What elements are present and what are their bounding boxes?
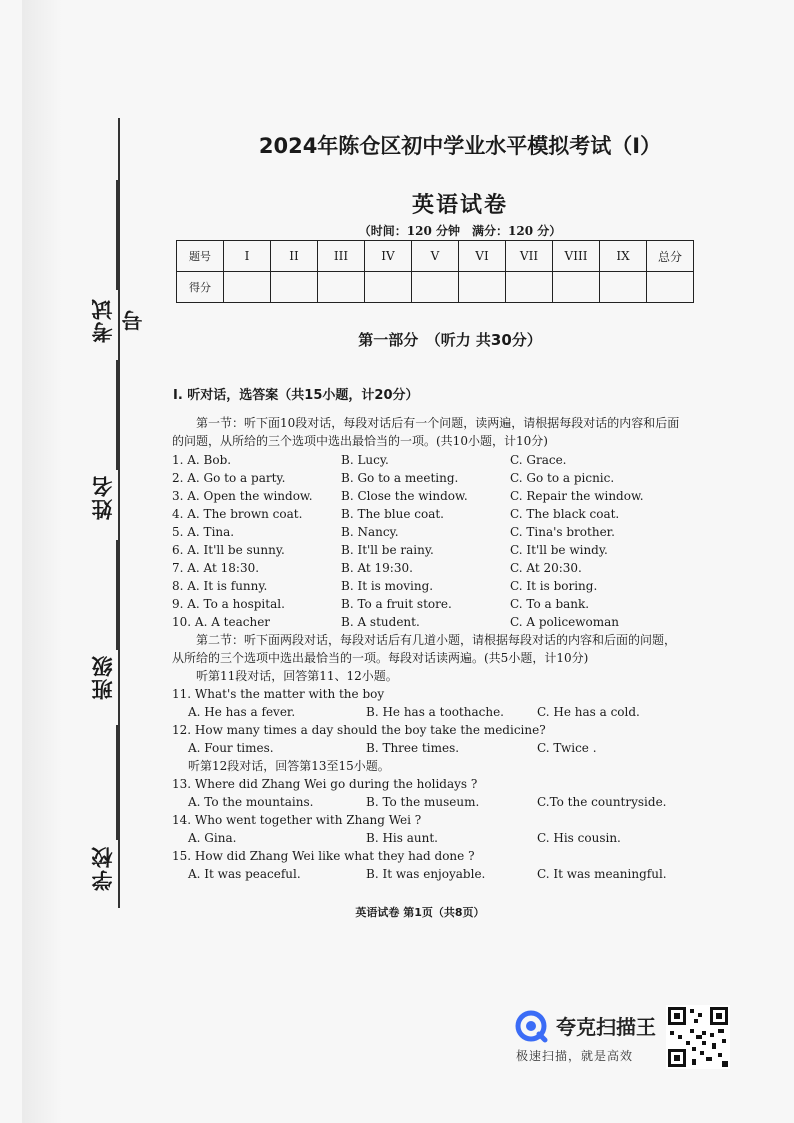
option-c: C. Repair the window. — [510, 489, 644, 503]
option-c: C. It is boring. — [510, 579, 598, 593]
question-12-stem: 12. How many times a day should the boy take the medicine? — [172, 723, 546, 737]
option-b: B. At 19:30. — [341, 561, 413, 575]
option-a: 1. A. Bob. — [172, 453, 232, 467]
score-table-col: VI — [459, 241, 506, 272]
option-a: A. He has a fever. — [188, 705, 296, 719]
option-a: 5. A. Tina. — [172, 525, 235, 539]
option-c: C. It was meaningful. — [537, 867, 667, 881]
dialog-11-intro: 听第11段对话，回答第11、12小题。 — [196, 669, 398, 683]
option-a: A. Gina. — [188, 831, 237, 845]
name-label: 姓名 — [91, 474, 115, 520]
score-cell — [365, 272, 412, 303]
question-13-stem: 13. Where did Zhang Wei go during the holidays ? — [172, 777, 478, 791]
page-footer: 英语试卷 第1页（共8页） — [355, 906, 485, 919]
option-b: B. Three times. — [366, 741, 460, 755]
option-c: C. A policewoman — [510, 615, 620, 629]
instruction-part-two — [172, 631, 682, 667]
option-b: B. His aunt. — [366, 831, 438, 845]
score-cell — [553, 272, 600, 303]
question-14-stem: 14. Who went together with Zhang Wei ? — [172, 813, 422, 827]
option-c: C.To the countryside. — [537, 795, 667, 809]
school-label: 学校 — [91, 845, 115, 891]
option-b: B. It'll be rainy. — [341, 543, 434, 557]
option-a: 10. A. A teacher — [172, 615, 271, 629]
option-b: B. Close the window. — [341, 489, 468, 503]
score-table-col: IV — [365, 241, 412, 272]
class-underline — [116, 540, 118, 650]
score-table — [176, 240, 694, 303]
option-b: B. Nancy. — [341, 525, 399, 539]
part-one-title: 第一部分 （听力 共30分） — [358, 331, 542, 349]
score-table-col: I — [224, 241, 271, 272]
score-table-row-label: 题号 — [177, 241, 224, 272]
watermark-name: 夸克扫描王 — [556, 1015, 656, 1039]
score-cell — [224, 272, 271, 303]
qr-code-icon — [666, 1005, 730, 1069]
watermark-slogan: 极速扫描，就是高效 — [516, 1049, 634, 1063]
option-c: C. Twice . — [537, 741, 597, 755]
option-c: C. To a bank. — [510, 597, 590, 611]
school-field — [88, 725, 120, 895]
score-table-col-total: 总分 — [647, 241, 694, 272]
score-table-row-label: 得分 — [177, 272, 224, 303]
score-table-col: V — [412, 241, 459, 272]
subject-title: 英语试卷 — [411, 193, 508, 218]
scanner-watermark — [512, 1005, 742, 1070]
score-table-header-row — [177, 241, 694, 272]
score-table-col: IX — [600, 241, 647, 272]
name-field — [88, 360, 120, 530]
option-b: B. Go to a meeting. — [341, 471, 459, 485]
option-b: B. To a fruit store. — [341, 597, 452, 611]
option-b: B. The blue coat. — [341, 507, 444, 521]
question-15-stem: 15. How did Zhang Wei like what they had done ? — [172, 849, 475, 863]
exam-number-field — [88, 180, 145, 350]
option-a: 9. A. To a hospital. — [172, 597, 285, 611]
score-table-score-row — [177, 272, 694, 303]
score-cell — [412, 272, 459, 303]
score-table-col: VII — [506, 241, 553, 272]
score-cell — [318, 272, 365, 303]
option-c: C. It'll be windy. — [510, 543, 608, 557]
option-b: B. He has a toothache. — [366, 705, 504, 719]
option-a: 3. A. Open the window. — [172, 489, 313, 503]
option-b: B. A student. — [341, 615, 420, 629]
option-c: C. Go to a picnic. — [510, 471, 615, 485]
class-label: 班级 — [91, 654, 115, 700]
option-a: 2. A. Go to a party. — [172, 471, 286, 485]
option-a: A. To the mountains. — [188, 795, 314, 809]
exam-number-label: 考试号 — [91, 297, 145, 343]
exam-number-underline — [116, 180, 118, 290]
score-table-col: III — [318, 241, 365, 272]
option-c: C. The black coat. — [510, 507, 620, 521]
instruction-text: 第一节：听下面10段对话，每段对话后有一个问题，读两遍，请根据每段对话的内容和后面的问题，从所给的三个选项中选出最恰当的一项。(共10小题，计10分) — [172, 416, 680, 448]
score-cell — [647, 272, 694, 303]
score-cell — [271, 272, 318, 303]
score-cell — [459, 272, 506, 303]
score-cell — [600, 272, 647, 303]
option-c: C. At 20:30. — [510, 561, 582, 575]
time-info: （时间：120 分钟 满分：120 分） — [358, 224, 562, 238]
option-b: B. To the museum. — [366, 795, 480, 809]
question-11-stem: 11. What's the matter with the boy — [172, 687, 385, 701]
dialog-12-intro: 听第12段对话，回答第13至15小题。 — [188, 759, 390, 773]
score-cell — [506, 272, 553, 303]
option-a: 4. A. The brown coat. — [172, 507, 303, 521]
score-table-col: II — [271, 241, 318, 272]
option-c: C. Grace. — [510, 453, 567, 467]
quark-logo-icon — [514, 1009, 548, 1043]
instruction-part-one — [172, 414, 682, 450]
score-table-col: VIII — [553, 241, 600, 272]
option-b: B. It is moving. — [341, 579, 434, 593]
class-field — [88, 540, 120, 740]
option-a: 8. A. It is funny. — [172, 579, 268, 593]
scan-shadow — [22, 0, 62, 1123]
option-b: B. Lucy. — [341, 453, 389, 467]
option-a: 6. A. It'll be sunny. — [172, 543, 285, 557]
option-a: A. Four times. — [188, 741, 274, 755]
option-c: C. Tina's brother. — [510, 525, 615, 539]
option-a: A. It was peaceful. — [188, 867, 301, 881]
name-underline — [116, 360, 118, 470]
section-one-title: I. 听对话，选答案（共15小题，计20分） — [173, 388, 419, 403]
option-b: B. It was enjoyable. — [366, 867, 486, 881]
option-c: C. He has a cold. — [537, 705, 640, 719]
exam-title: 2024年陈仓区初中学业水平模拟考试（I） — [258, 134, 662, 158]
instruction-text: 第二节：听下面两段对话，每段对话后有几道小题，请根据每段对话的内容和后面的问题，从所给的三个选项中选出最恰当的一项。每段对话读两遍。(共5小题，计10分) — [172, 633, 677, 665]
option-a: 7. A. At 18:30. — [172, 561, 260, 575]
option-c: C. His cousin. — [537, 831, 621, 845]
school-underline — [116, 725, 118, 840]
